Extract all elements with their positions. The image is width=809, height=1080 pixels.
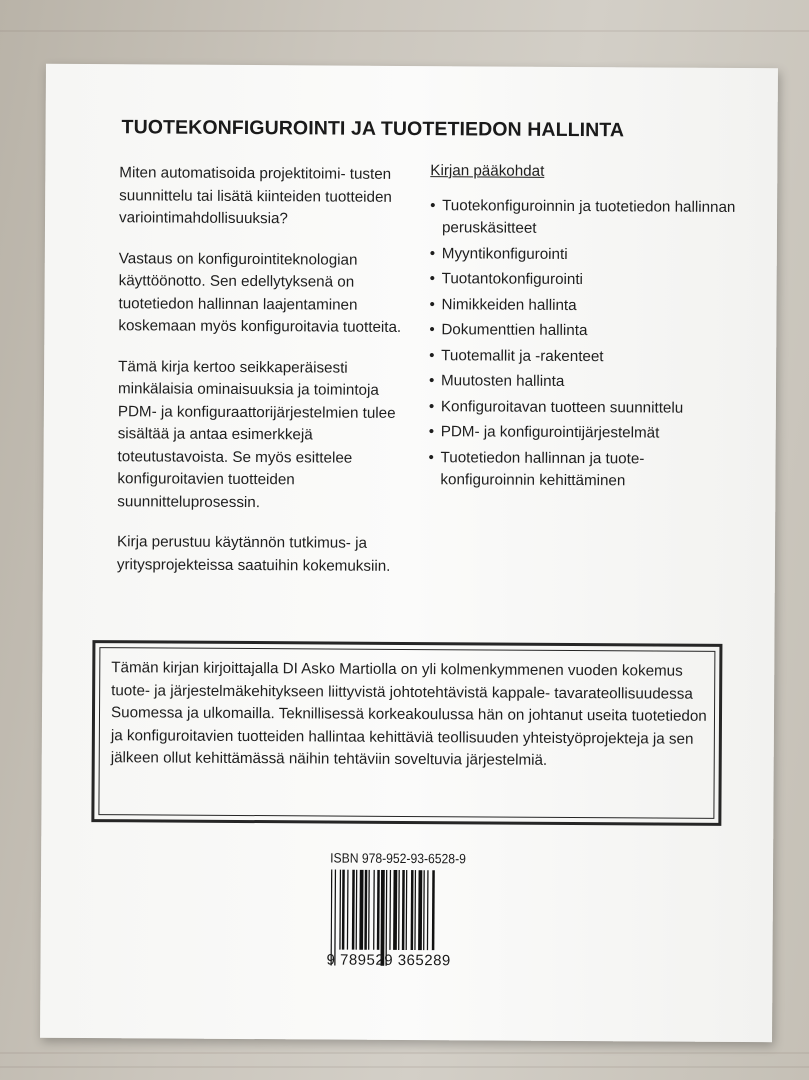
barcode-bar <box>364 870 367 950</box>
barcode-bar <box>432 870 435 950</box>
barcode-bar <box>389 870 391 950</box>
barcode-bar <box>411 870 414 950</box>
highlight-item: • Konfiguroitavan tuotteen suunnittelu <box>429 396 739 420</box>
highlight-item: • Tuotantokonfigurointi <box>430 268 740 292</box>
highlight-item: • PDM- ja konfigurointijärjestelmät <box>429 421 739 445</box>
barcode-bar <box>406 870 408 950</box>
highlights-heading: Kirjan pääkohdat <box>430 162 545 180</box>
highlight-item: • Nimikkeiden hallinta <box>429 294 739 318</box>
barcode-bar <box>347 870 349 950</box>
author-bio-box <box>91 640 722 826</box>
barcode-bar <box>418 870 422 950</box>
barcode-bar <box>393 870 397 950</box>
highlight-item: • Tuotemallit ja -rakenteet <box>429 345 739 369</box>
barcode-bar <box>402 870 405 950</box>
book-title: TUOTEKONFIGUROINTI JA TUOTETIEDON HALLINTA <box>121 116 625 142</box>
barcode-bar <box>373 870 375 950</box>
highlight-item: • Dokumenttien hallinta <box>429 319 739 343</box>
book-back-cover <box>40 64 778 1042</box>
barcode-bar <box>377 870 380 950</box>
barcode-bar <box>368 870 370 950</box>
intro-paragraph: Tämä kirja kertoo seikkaperäisesti minkälaisia ominaisuuksia ja toimintoja PDM- ja konfiguraattorijärjestelmien tulee sisältää ja antaa esimerkkejä toteutustavoista. Se myös esittelee konfiguroitavien tuotteiden suunnitteluprosessin. <box>117 357 396 511</box>
isbn-label: ISBN 978-952-93-6528-9 <box>330 850 466 867</box>
highlights-column <box>428 160 740 496</box>
barcode-bar <box>342 870 345 950</box>
highlight-item: • Muutosten hallinta <box>429 370 739 394</box>
barcode-digits: 9 789529 365289 <box>326 951 451 970</box>
intro-column <box>117 162 420 596</box>
barcode-bar <box>423 870 425 950</box>
barcode-bar <box>352 870 355 950</box>
barcode-bar <box>339 870 341 950</box>
barcode-bar <box>414 870 416 950</box>
author-bio-text: Tämän kirjan kirjoittajalla DI Asko Martiolla on yli kolmenkymmenen vuoden kokemus tuote- ja järjestelmäkehitykseen liittyvistä johtotehtävistä kappale- tavarateollisuudessa Suomessa ja ulkomailla. Teknillisessä korkeakoulussa hän on johtanut useita tuotetiedon ja konfiguroitavien tuotteiden hallintaa kehittäviä teollisuuden yhteistyöprojekteja ja sen jälkeen ollut kehittämässä näihin tehtäviin soveltuvia järjestelmiä. <box>110 659 707 769</box>
intro-paragraph: Vastaus on konfigurointiteknologian käyttöönotto. Sen edellytyksenä on tuotetiedon hallinnan laajentaminen koskemaan myös konfiguroitavia tuotteita. <box>118 249 402 336</box>
intro-paragraph: Miten automatisoida projektitoimi- tusten suunnittelu tai lisätä kiinteiden tuotteiden variointimahdollisuuksia? <box>118 164 392 228</box>
barcode-bar <box>356 870 358 950</box>
highlight-item: • Tuotetiedon hallinnan ja tuote- konfiguroinnin kehittäminen <box>428 447 738 494</box>
highlight-item: • Myyntikonfigurointi <box>430 243 740 267</box>
barcode-bar <box>427 870 429 950</box>
intro-paragraph: Kirja perustuu käytännön tutkimus- ja yritysprojekteissa saatuihin kokemuksiin. <box>116 533 391 575</box>
barcode-bar <box>359 870 363 950</box>
barcode-bar <box>398 870 400 950</box>
highlight-item: • Tuotekonfiguroinnin ja tuotetiedon hallinnan peruskäsitteet <box>430 195 740 242</box>
highlights-list <box>428 195 740 494</box>
